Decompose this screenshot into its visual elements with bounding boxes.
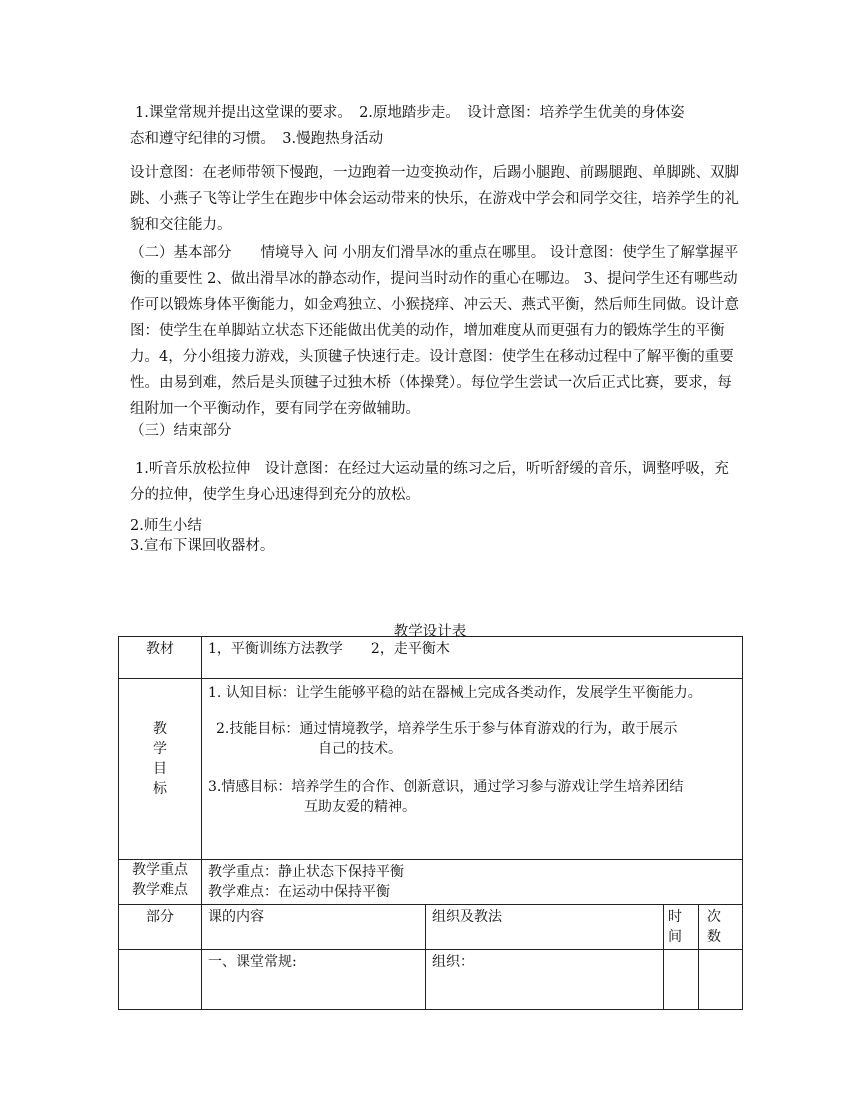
table-caption: 教学设计表 [393,624,467,640]
table-header-row [119,905,743,950]
table-row-goals [119,679,743,860]
paragraph-routine-line1: 1.课堂常规并提出这堂课的要求。 2.原地踏步走。 设计意图：培养学生优美的身体姿 [135,105,685,121]
dismiss-line: 3.宣布下课回收器材。 [130,538,275,554]
summary-line: 2.师生小结 [130,518,202,534]
goals-label-char: 学 [153,741,167,757]
goals-label-char: 目 [153,761,167,777]
difficulty-text: 教学难点：在运动中保持平衡 [208,884,390,900]
paragraph-stretching: 1.听音乐放松拉伸 设计意图：在经过大运动量的练习之后，听听舒缓的音乐，调整呼吸，充分的拉伸，使学生身心迅速得到充分的放松。 [130,461,729,503]
paragraph-routine [130,100,742,152]
goal-affective-line1: 3.情感目标：培养学生的合作、创新意识，通过学习参与游戏让学生培养团结 [208,779,684,795]
header-method: 组织及教法 [426,905,664,950]
paragraph-design-intent-warmup: 设计意图：在老师带领下慢跑，一边跑着一边变换动作，后踢小腿跑、前踢腿跑、单脚跳、双脚跳、小燕子飞等让学生在跑步中体会运动带来的快乐，在游戏中学会和同学交往，培养学生的礼貌和交往能力。 [130,165,739,233]
cell-routine-content: 一、课堂常规: [202,950,426,1010]
header-count: 次数 [699,905,743,950]
cell-goals-content [202,679,743,860]
cell-goals-label [119,679,202,860]
table-row-material [119,637,743,679]
teaching-design-table [118,636,743,1010]
cell-count-empty [699,950,743,1010]
goal-affective-line2: 互助友爱的精神。 [304,799,416,815]
paragraph-basic-part: （二）基本部分 情境导入 问 小朋友们滑旱冰的重点在哪里。 设计意图：使学生了解掌握平衡的重要性 2、做出滑旱冰的静态动作，提问当时动作的重心在哪边。 3、提问学生还有哪些动作可以锻炼身体平衡能力，如金鸡独立、小猴挠痒、冲云天、燕式平衡，然后师生同做。设计意图：使学生在单脚站立状态下还能做出优美的动作，增加难度从而更强有力的锻炼学生的平衡力。4，分小组接力游戏，头顶毽子快速行走。设计意图：使学生在移动过程中了解平衡的重要性。由易到难，然后是头顶毽子过独木桥（体操凳）。每位学生尝试一次后正式比赛，要求，每组附加一个平衡动作，要有同学在旁做辅助。 [130,245,739,417]
paragraph-summary [130,516,742,556]
goal-cognitive: 1. 认知目标：让学生能够平稳的站在器械上完成各类动作，发展学生平衡能力。 [208,685,702,701]
cell-time-empty [664,950,699,1010]
key-point-label: 教学重点 [132,862,188,878]
table-row-key-points [119,860,743,905]
cell-routine-method: 组织： [426,950,664,1010]
difficulty-label: 教学难点 [132,882,188,898]
goal-skill-line1: 2.技能目标：通过情境教学，培养学生乐于参与体育游戏的行为，敢于展示 [216,721,678,737]
section-heading-ending: （三）结束部分 [130,423,232,439]
cell-material-content: 1，平衡训练方法教学 2，走平衡木 [202,637,743,679]
paragraph-routine-line2: 态和遵守纪律的习惯。 3.慢跑热身活动 [130,131,384,147]
goals-label-char: 教 [153,721,167,737]
cell-part-empty [119,950,202,1010]
header-time: 时间 [664,905,699,950]
header-content: 课的内容 [202,905,426,950]
cell-key-content [202,860,743,905]
goals-label-char: 标 [153,781,167,797]
cell-material-label: 教材 [119,637,202,679]
goal-skill-line2: 自己的技术。 [318,741,402,757]
cell-key-labels [119,860,202,905]
header-part: 部分 [119,905,202,950]
table-row [119,950,743,1010]
key-point-text: 教学重点：静止状态下保持平衡 [208,864,404,880]
